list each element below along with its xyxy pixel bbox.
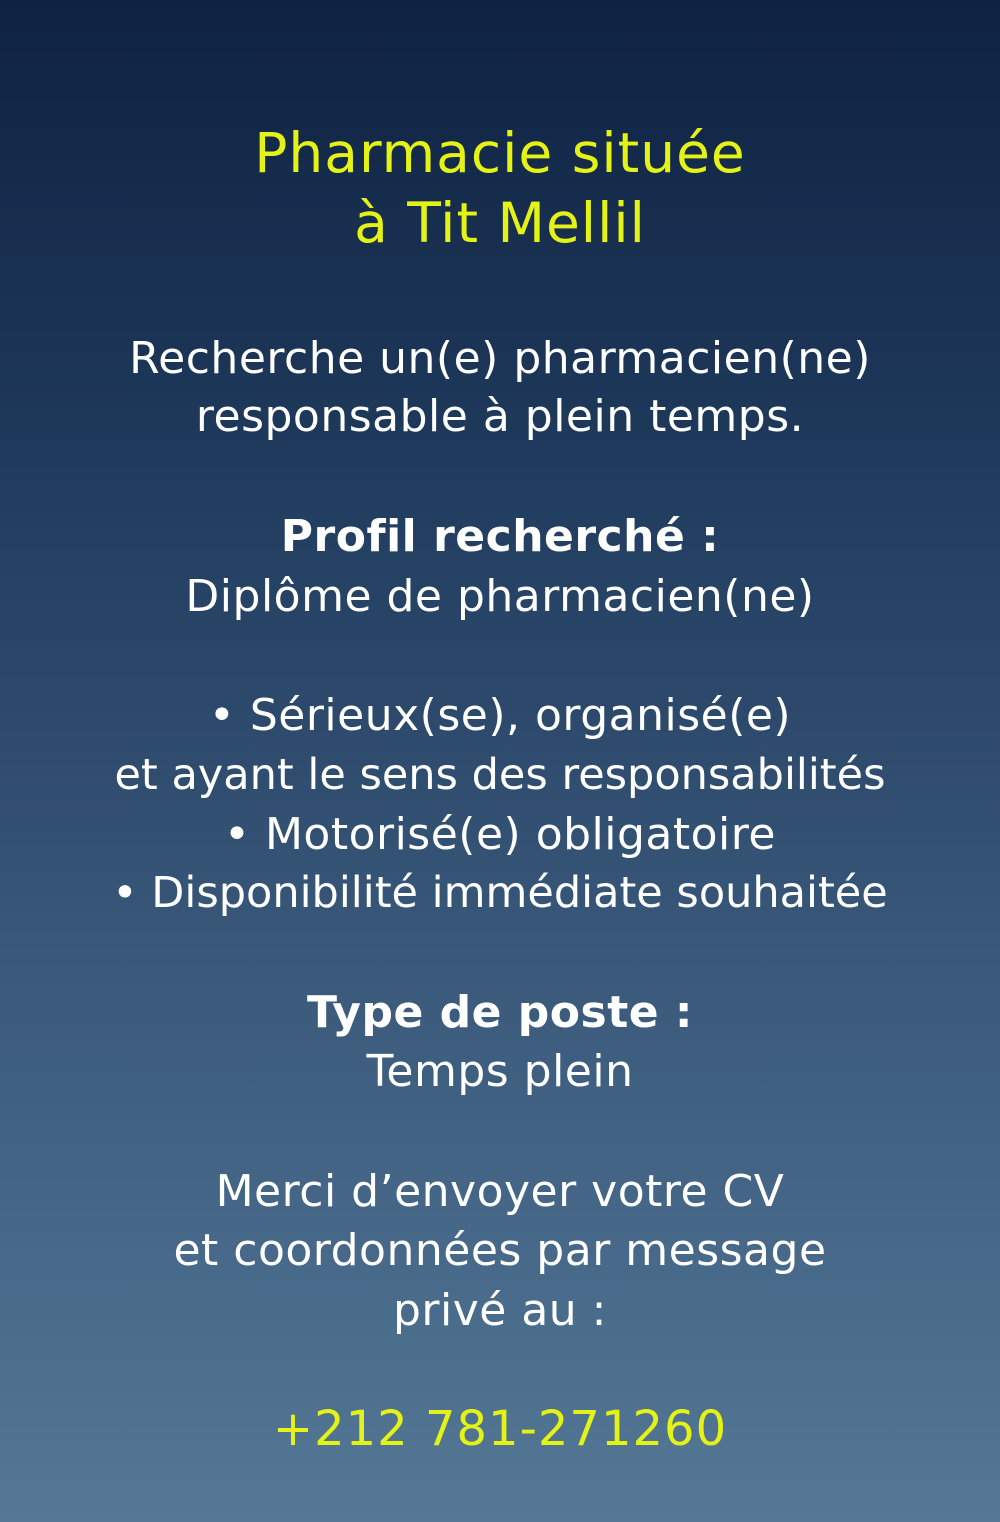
contact-line-3: privé au : [393, 1285, 607, 1336]
title-line-2: à Tit Mellil [354, 191, 646, 255]
profile-bullet-2: • Motorisé(e) obligatoire [224, 809, 776, 860]
position-value: Temps plein [366, 1046, 634, 1097]
profile-bullet-3: • Disponibilité immédiate souhaitée [112, 868, 888, 918]
profile-bullet-1-line-1: • Sérieux(se), organisé(e) [208, 690, 792, 741]
contact-line-1: Merci d’envoyer votre CV [215, 1166, 785, 1217]
profile-heading: Profil recherché : [280, 511, 720, 562]
position-heading: Type de poste : [307, 987, 693, 1038]
profile-diploma: Diplôme de pharmacien(ne) [185, 571, 815, 622]
contact-phone[interactable]: +212 781-271260 [272, 1401, 728, 1457]
title-line-1: Pharmacie située [254, 121, 746, 185]
profile-bullet-1-line-2: et ayant le sens des responsabilités [114, 750, 886, 800]
intro-line-2: responsable à plein temps. [195, 391, 805, 442]
intro-line-1: Recherche un(e) pharmacien(ne) [129, 333, 871, 384]
contact-line-2: et coordonnées par message [173, 1225, 827, 1276]
